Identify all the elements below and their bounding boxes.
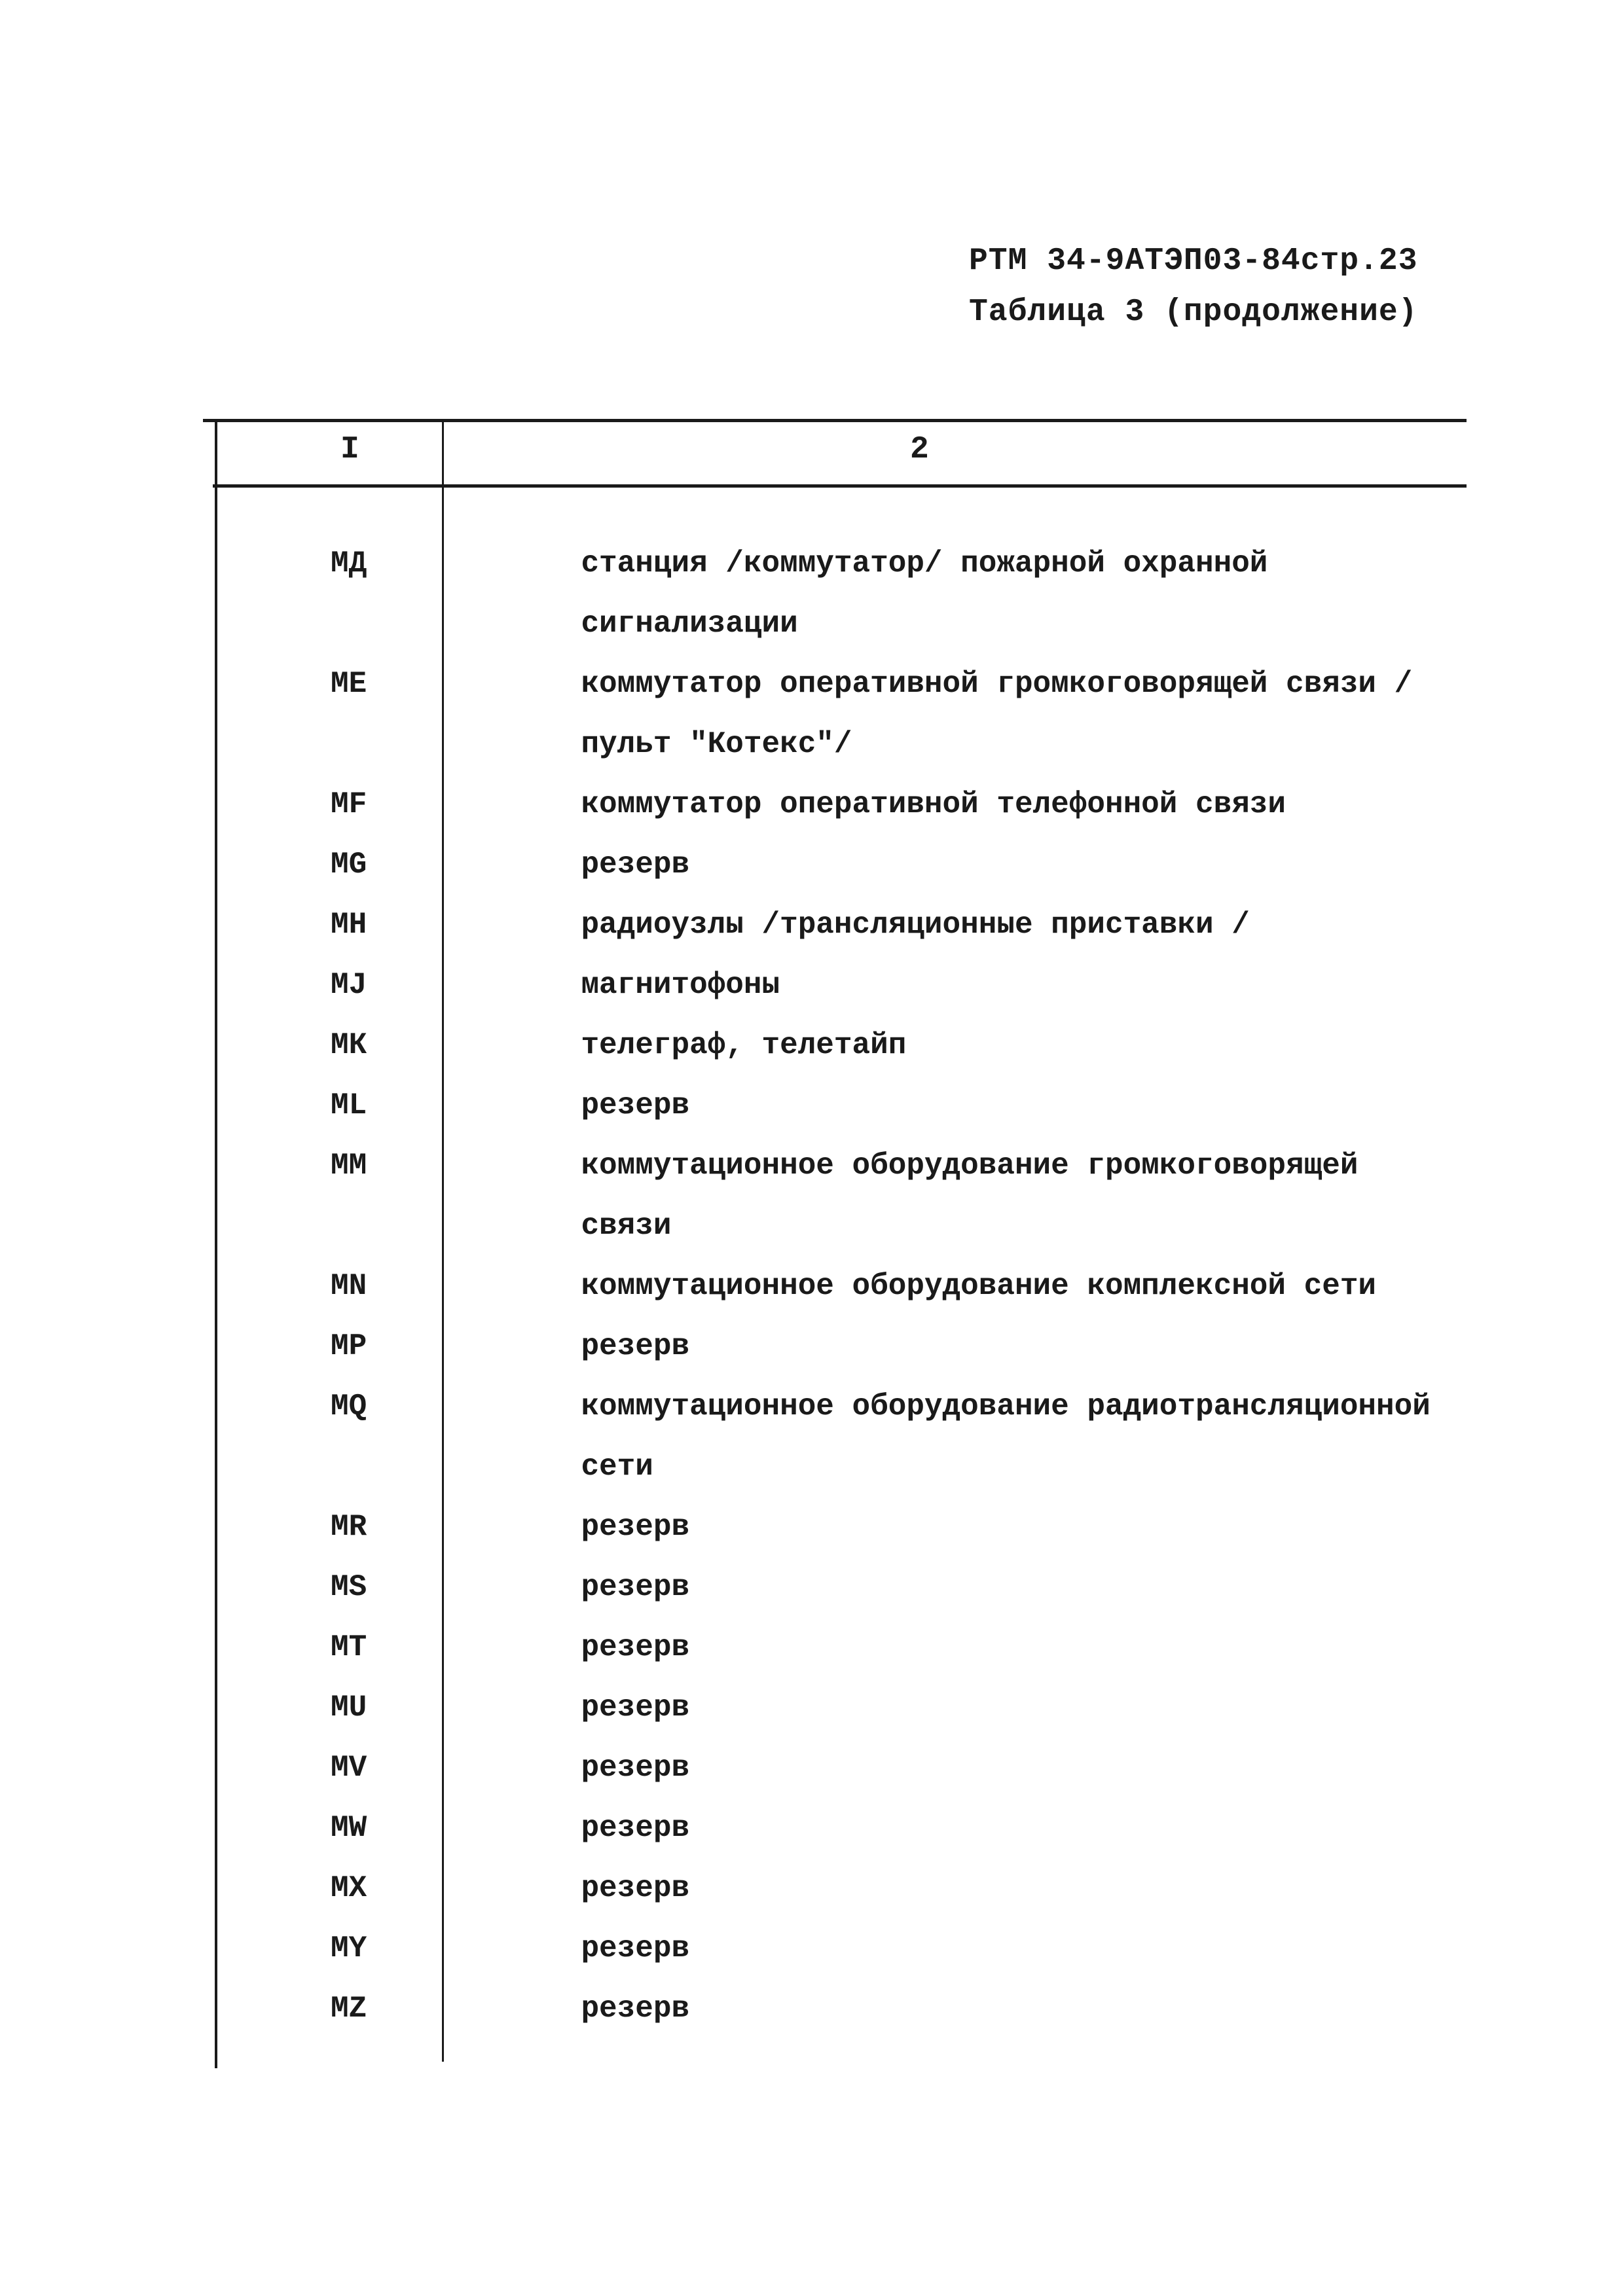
column-header-1: I [340,432,359,467]
row-code: МV [331,1751,367,1785]
row-code: МК [331,1028,367,1062]
row-code: МД [331,547,367,581]
row-code: ММ [331,1149,367,1183]
table-row [190,1677,1467,1738]
row-description: резерв [581,1811,690,1845]
row-code: МG [331,848,367,882]
table-header-rule [213,484,1467,488]
row-description: резерв [581,1871,690,1905]
row-description: коммутатор оперативной телефонной связи [581,787,1286,821]
table-row [190,1557,1467,1617]
row-description: резерв [581,1931,690,1965]
table-row [190,1316,1467,1376]
table-row [190,895,1467,955]
table-row [190,533,1467,654]
table-top-rule [203,419,1467,422]
row-code: МJ [331,968,367,1002]
table-row [190,1376,1467,1497]
document-reference: РТМ 34-9АТЭП03-84стр.23 [969,243,1418,279]
row-code: МW [331,1811,367,1845]
row-description: резерв [581,1329,690,1363]
row-code: МХ [331,1871,367,1905]
table-body [190,533,1467,2039]
table-row [190,955,1467,1015]
table-row [190,1798,1467,1858]
row-code: МU [331,1691,367,1725]
row-description: резерв [581,1088,690,1122]
row-description: коммутационное оборудование громкоговорящей связи [581,1149,1359,1243]
row-description: резерв [581,1510,690,1544]
row-description: резерв [581,848,690,882]
table-row [190,1075,1467,1136]
row-description: станция /коммутатор/ пожарной охранной сигнализации [581,547,1268,641]
row-code: МЕ [331,667,367,701]
table-row [190,1015,1467,1075]
table-row [190,1858,1467,1918]
row-code: МL [331,1088,367,1122]
row-description: резерв [581,1751,690,1785]
table-row [190,1738,1467,1798]
row-code: МY [331,1931,367,1965]
row-description: коммутационное оборудование комплексной сети [581,1269,1377,1303]
table-row [190,1256,1467,1316]
table-row [190,1979,1467,2039]
row-code: МТ [331,1630,367,1664]
row-description: магнитофоны [581,968,780,1002]
row-description: телеграф, телетайп [581,1028,907,1062]
table-row [190,654,1467,774]
row-description: коммутатор оперативной громкоговорящей связи /пульт "Котекс"/ [581,667,1413,761]
row-description: коммутационное оборудование радиотрансляционной сети [581,1390,1431,1484]
row-code: МN [331,1269,367,1303]
row-description: резерв [581,1570,690,1604]
table-row [190,1617,1467,1677]
row-code: МZ [331,1992,367,2026]
row-code: МН [331,908,367,942]
table-row [190,1497,1467,1557]
table-row [190,1136,1467,1256]
row-description: резерв [581,1691,690,1725]
table-row [190,834,1467,895]
table-caption: Таблица 3 (продолжение) [969,295,1418,330]
data-table [190,419,1467,2068]
row-code: МР [331,1329,367,1363]
page-header [969,236,1418,338]
row-code: МF [331,787,367,821]
row-code: МR [331,1510,367,1544]
row-description: резерв [581,1992,690,2026]
row-description: резерв [581,1630,690,1664]
row-description: радиоузлы /трансляционные приставки / [581,908,1250,942]
row-code: МQ [331,1390,367,1424]
table-row [190,774,1467,834]
column-header-2: 2 [910,432,929,467]
row-code: МS [331,1570,367,1604]
table-row [190,1918,1467,1979]
